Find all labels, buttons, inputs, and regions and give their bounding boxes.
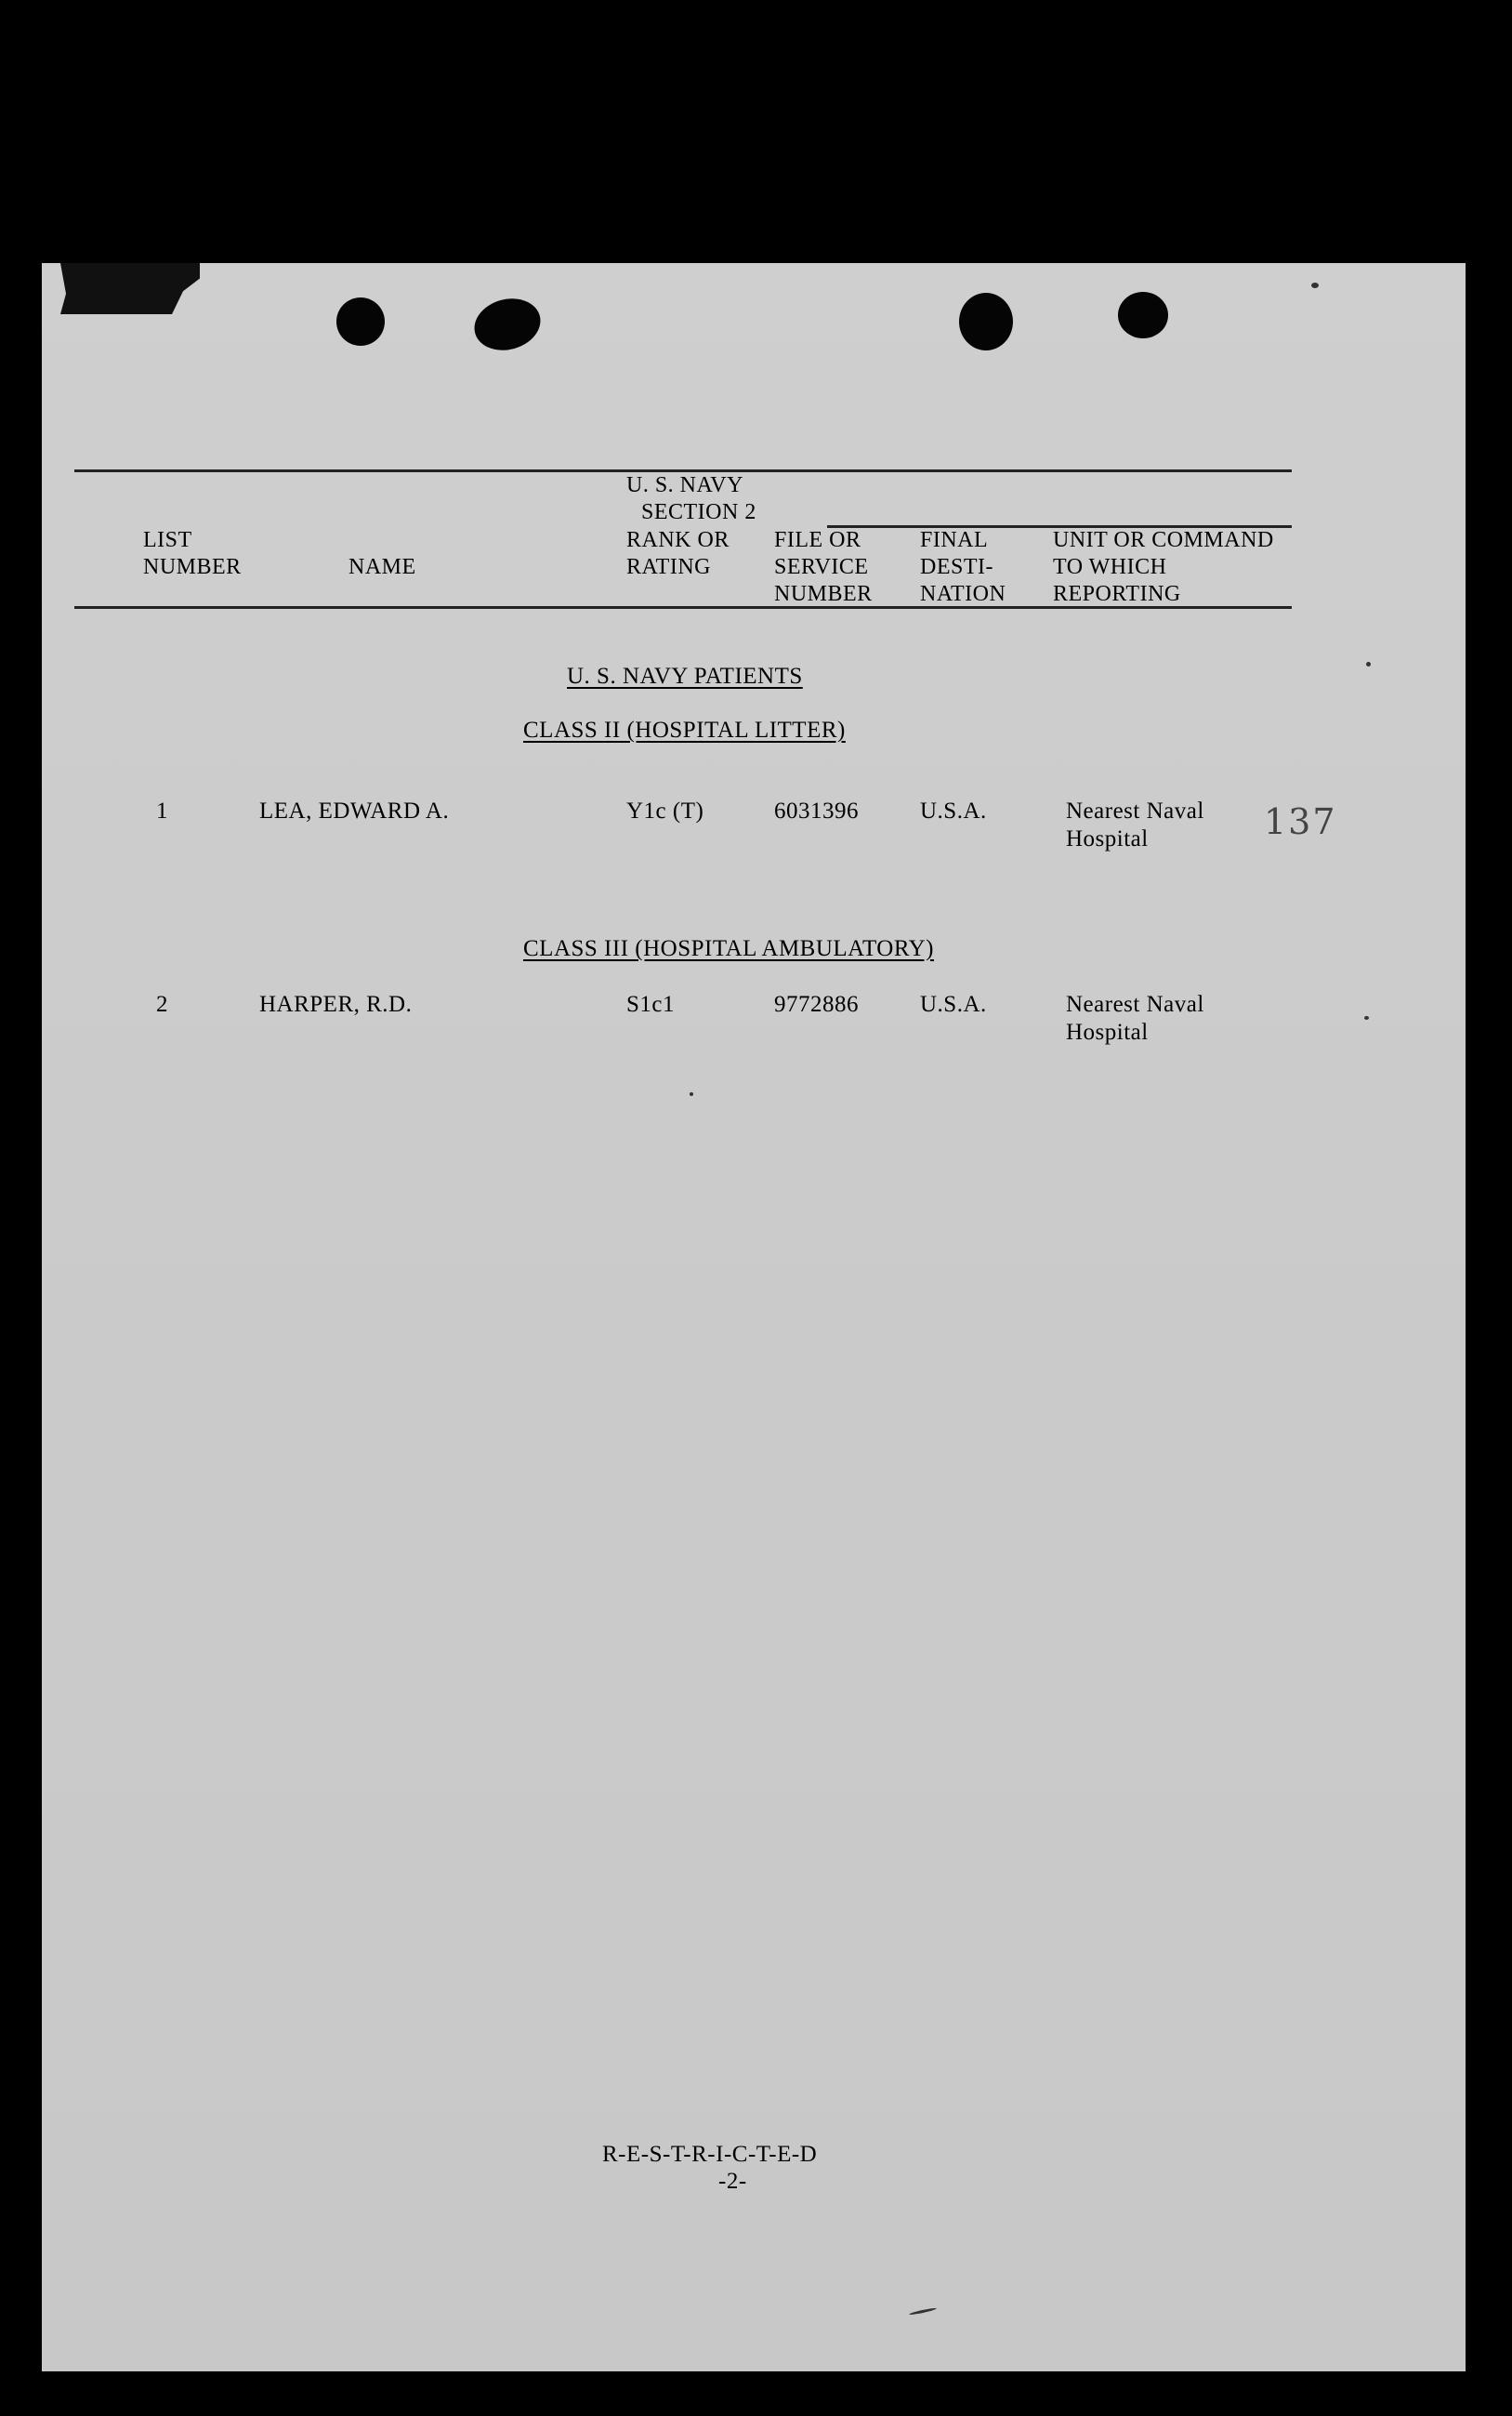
column-header-unit-line3: REPORTING — [1053, 582, 1181, 606]
column-header-list-line1: LIST — [143, 528, 192, 552]
entry-1-unit-line1: Nearest Naval — [1066, 799, 1204, 824]
column-header-name: NAME — [348, 555, 416, 579]
header-section: SECTION 2 — [641, 500, 756, 524]
class2-heading: CLASS II (HOSPITAL LITTER) — [523, 718, 846, 743]
column-header-file-line1: FILE OR — [774, 528, 861, 552]
paper-speck — [690, 1092, 693, 1096]
entry-1-unit-line2: Hospital — [1066, 826, 1149, 852]
column-header-list-line2: NUMBER — [143, 555, 242, 579]
punch-hole-3 — [959, 293, 1013, 350]
column-header-destination-line3: NATION — [920, 582, 1006, 606]
column-header-rank-line1: RANK OR — [626, 528, 730, 552]
entry-1-file: 6031396 — [774, 799, 859, 824]
entry-1-destination: U.S.A. — [920, 799, 987, 824]
footer-classification: R-E-S-T-R-I-C-T-E-D — [602, 2142, 818, 2167]
section-title: U. S. NAVY PATIENTS — [567, 664, 803, 689]
entry-2-rank: S1c1 — [626, 992, 675, 1017]
header-org: U. S. NAVY — [626, 473, 743, 497]
column-header-destination-line2: DESTI- — [920, 555, 993, 579]
footer-page-number: -2- — [718, 2169, 747, 2194]
paper-speck — [1366, 662, 1371, 667]
page-stamp-number: 137 — [1264, 801, 1337, 842]
punch-hole-1 — [336, 297, 385, 346]
entry-2-number: 2 — [156, 992, 168, 1017]
entry-2-file: 9772886 — [774, 992, 859, 1017]
entry-2-unit-line2: Hospital — [1066, 1020, 1149, 1045]
paper-speck — [1311, 283, 1319, 288]
column-header-unit-line1: UNIT OR COMMAND — [1053, 528, 1274, 552]
entry-1-name: LEA, EDWARD A. — [259, 799, 450, 824]
entry-2-name: HARPER, R.D. — [259, 992, 413, 1017]
paper-sheet — [42, 263, 1466, 2371]
column-header-file-line3: NUMBER — [774, 582, 873, 606]
punch-hole-4 — [1118, 292, 1168, 338]
entry-1-number: 1 — [156, 799, 168, 824]
column-header-file-line2: SERVICE — [774, 555, 869, 579]
paper-speck — [1364, 1016, 1369, 1020]
class3-heading: CLASS III (HOSPITAL AMBULATORY) — [523, 936, 935, 961]
column-header-destination-line1: FINAL — [920, 528, 989, 552]
column-header-unit-line2: TO WHICH — [1053, 555, 1167, 579]
entry-2-unit-line1: Nearest Naval — [1066, 992, 1204, 1017]
column-header-rank-line2: RATING — [626, 555, 711, 579]
entry-1-rank: Y1c (T) — [626, 799, 704, 824]
entry-2-destination: U.S.A. — [920, 992, 987, 1017]
